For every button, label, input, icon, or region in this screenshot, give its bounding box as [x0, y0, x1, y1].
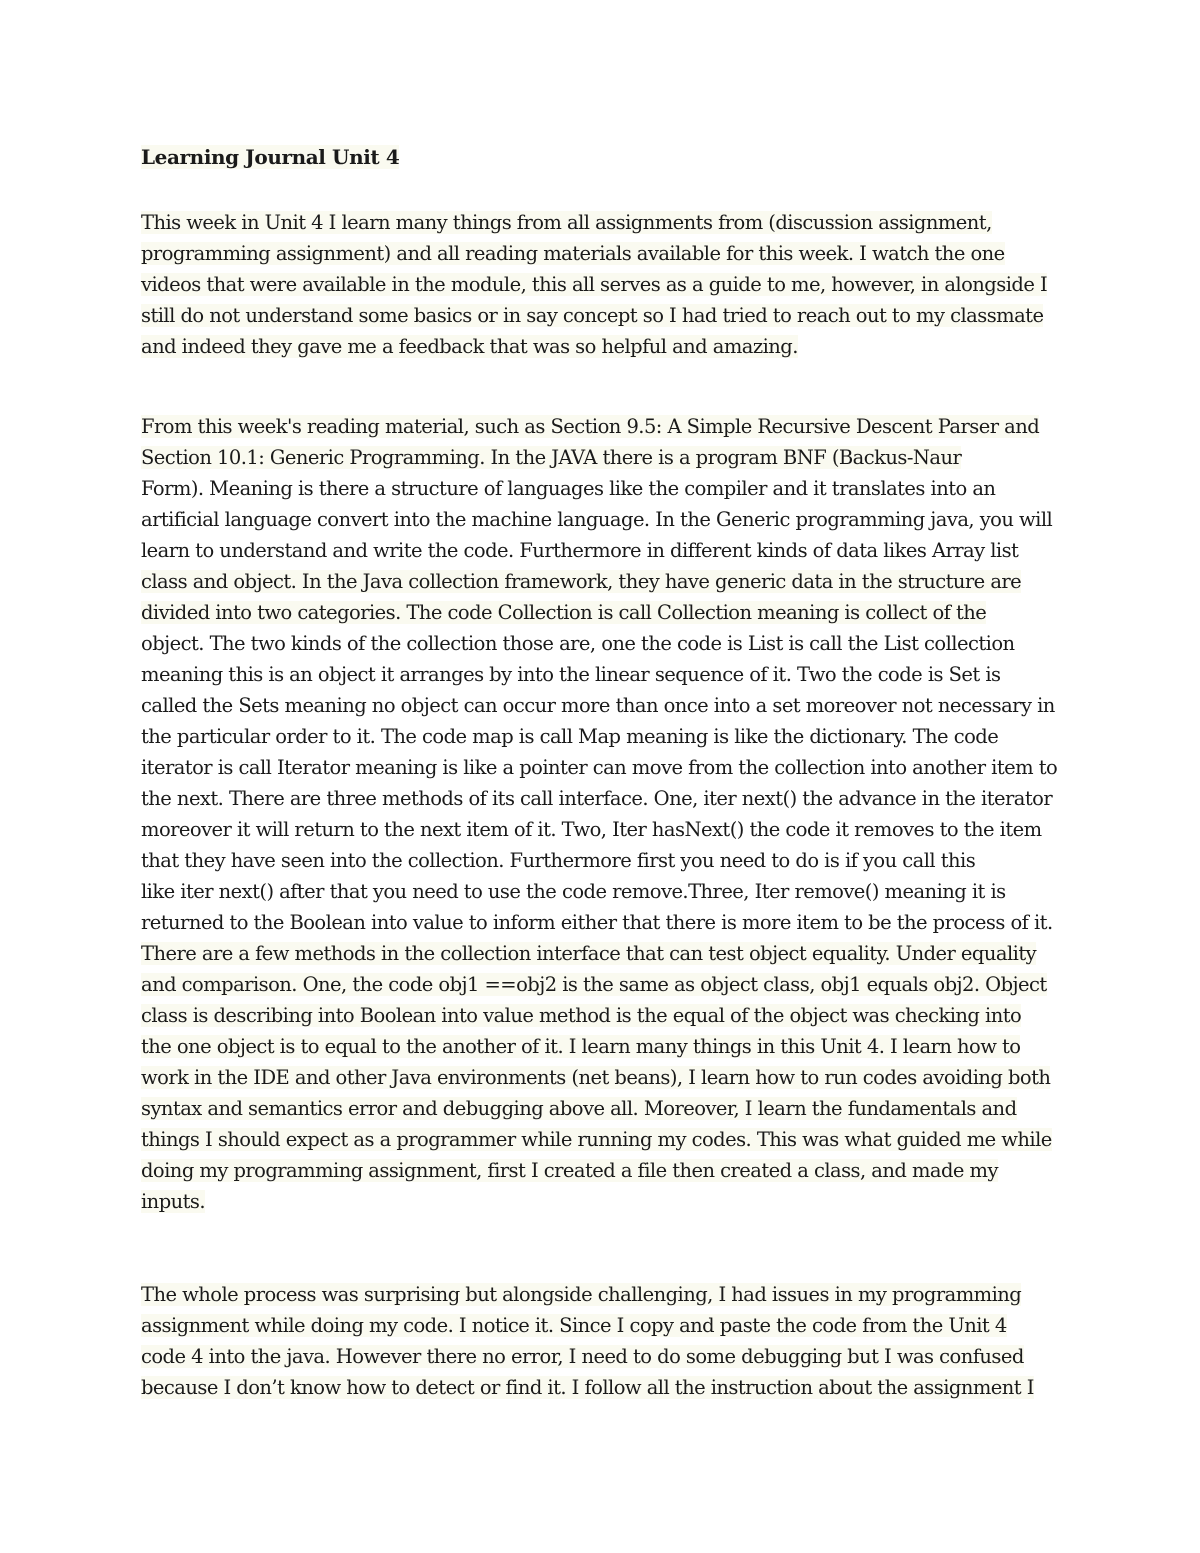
- spacer: [141, 173, 1071, 207]
- text-line: syntax and semantics error and debugging above all. Moreover, I learn the fundamentals and: [141, 1097, 1017, 1120]
- text-line: the one object is to equal to the another of it. I learn many things in this Unit 4. I learn how to: [141, 1035, 1021, 1058]
- text-line: work in the IDE and other Java environments (net beans), I learn how to run codes avoiding both: [141, 1066, 1051, 1089]
- text-line: called the Sets meaning no object can occur more than once into a set moreover not necessary in: [141, 694, 1055, 717]
- text-line: videos that were available in the module, this all serves as a guide to me, however, in alongside I: [141, 273, 1048, 296]
- text-line: still do not understand some basics or in say concept so I had tried to reach out to my classmate: [141, 304, 1044, 327]
- document-title-text: Learning Journal Unit 4: [141, 145, 400, 169]
- text-line: the particular order to it. The code map is call Map meaning is like the dictionary. The code: [141, 725, 999, 748]
- text-line: object. The two kinds of the collection those are, one the code is List is call the List collection: [141, 632, 1015, 655]
- text-line: learn to understand and write the code. Furthermore in different kinds of data likes Array list: [141, 539, 1019, 562]
- spacer: [141, 362, 1071, 411]
- text-line: class is describing into Boolean into value method is the equal of the object was checking into: [141, 1004, 1022, 1027]
- paragraph-process: [141, 1279, 1071, 1403]
- text-line: assignment while doing my code. I notice it. Since I copy and paste the code from the Unit 4: [141, 1314, 1007, 1337]
- document-body: [141, 142, 1071, 1403]
- text-line: like iter next() after that you need to use the code remove.Three, Iter remove() meaning it is: [141, 880, 1006, 903]
- paragraph-intro: [141, 207, 1071, 362]
- text-line: programming assignment) and all reading materials available for this week. I watch the one: [141, 242, 1005, 265]
- text-line: because I don’t know how to detect or find it. I follow all the instruction about the assignment I: [141, 1376, 1034, 1399]
- text-line: iterator is call Iterator meaning is like a pointer can move from the collection into another item to: [141, 756, 1058, 779]
- text-line: artificial language convert into the machine language. In the Generic programming java, you will: [141, 508, 1053, 531]
- text-line: the next. There are three methods of its call interface. One, iter next() the advance in the iterator: [141, 787, 1053, 810]
- text-line: divided into two categories. The code Collection is call Collection meaning is collect of the: [141, 601, 987, 624]
- spacer: [141, 1217, 1071, 1279]
- text-line: things I should expect as a programmer while running my codes. This was what guided me while: [141, 1128, 1052, 1151]
- paragraph-reading-material: [141, 411, 1071, 1217]
- text-line: Section 10.1: Generic Programming. In the JAVA there is a program BNF (Backus-Naur: [141, 446, 962, 469]
- text-line: class and object. In the Java collection framework, they have generic data in the structure are: [141, 570, 1022, 593]
- text-line: The whole process was surprising but alongside challenging, I had issues in my programming: [141, 1283, 1022, 1306]
- text-line: that they have seen into the collection. Furthermore first you need to do is if you call this: [141, 849, 976, 872]
- text-line: inputs.: [141, 1190, 206, 1213]
- document-title: [141, 142, 1071, 173]
- text-line: There are a few methods in the collection interface that can test object equality. Under equality: [141, 942, 1037, 965]
- text-line: moreover it will return to the next item of it. Two, Iter hasNext() the code it removes to the item: [141, 818, 1042, 841]
- text-line: and comparison. One, the code obj1 ==obj2 is the same as object class, obj1 equals obj2. Object: [141, 973, 1047, 996]
- text-line: meaning this is an object it arranges by into the linear sequence of it. Two the code is Set is: [141, 663, 1001, 686]
- text-line: returned to the Boolean into value to inform either that there is more item to be the process of it.: [141, 911, 1053, 934]
- text-line: From this week's reading material, such as Section 9.5: A Simple Recursive Descent Parser and: [141, 415, 1040, 438]
- text-line: This week in Unit 4 I learn many things from all assignments from (discussion assignment,: [141, 211, 992, 234]
- text-line: code 4 into the java. However there no error, I need to do some debugging but I was confused: [141, 1345, 1024, 1368]
- text-line: Form). Meaning is there a structure of languages like the compiler and it translates into an: [141, 477, 996, 500]
- text-line: and indeed they gave me a feedback that was so helpful and amazing.: [141, 335, 798, 358]
- text-line: doing my programming assignment, first I created a file then created a class, and made my: [141, 1159, 998, 1182]
